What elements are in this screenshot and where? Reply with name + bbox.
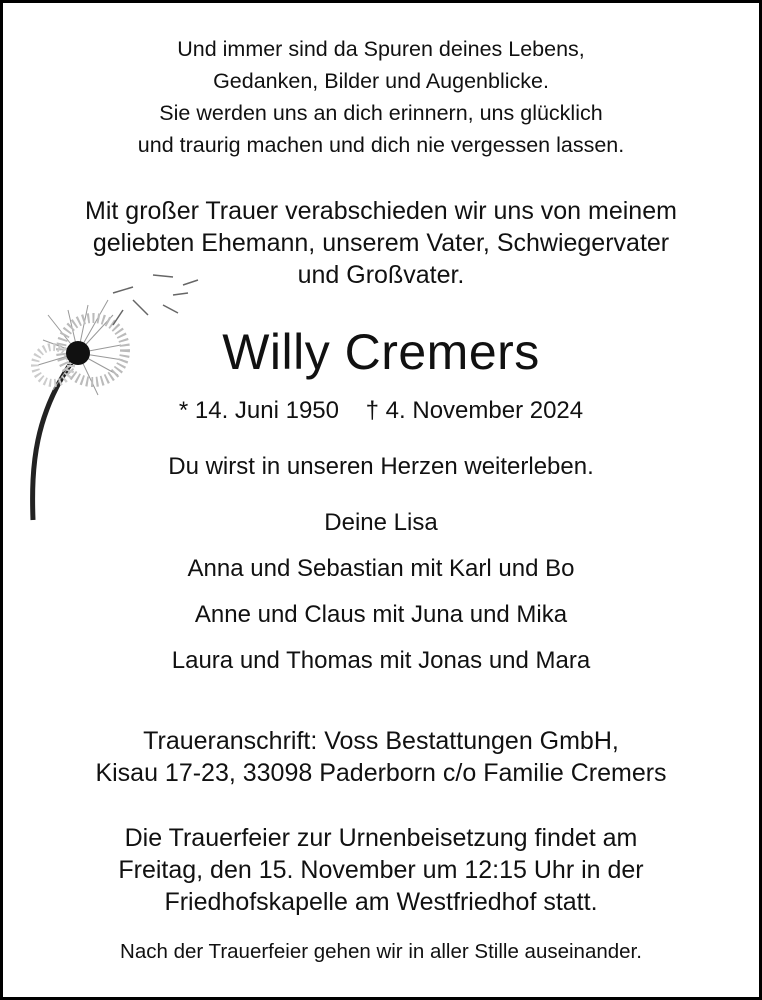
dandelion-icon [13, 265, 203, 525]
motto: Du wirst in unseren Herzen weiterleben. [168, 453, 594, 480]
poem-line: Gedanken, Bilder und Augenblicke. [213, 69, 549, 93]
address-line: Kisau 17-23, 33098 Paderborn c/o Familie Cremers [95, 759, 667, 787]
intro-line: geliebten Ehemann, unserem Vater, Schwiegervater [92, 229, 670, 257]
birth-date: * 14. Juni 1950 [178, 397, 339, 424]
ceremony-line: Freitag, den 15. November um 12:15 Uhr in der [118, 856, 644, 884]
closing-note: Nach der Trauerfeier gehen wir in aller Stille auseinander. [120, 940, 642, 963]
deceased-name: Willy Cremers [222, 324, 540, 380]
family-line: Anna und Sebastian mit Karl und Bo [187, 555, 575, 582]
address-line: Traueranschrift: Voss Bestattungen GmbH, [143, 727, 619, 755]
death-date: † 4. November 2024 [365, 397, 584, 424]
poem-line: und traurig machen und dich nie vergessen lassen. [137, 133, 625, 157]
intro-line: und Großvater. [297, 261, 465, 289]
family-line: Deine Lisa [324, 509, 438, 536]
intro-line: Mit großer Trauer verabschieden wir uns von meinem [85, 197, 677, 225]
poem-line: Und immer sind da Spuren deines Lebens, [177, 37, 585, 61]
poem-line: Sie werden uns an dich erinnern, uns glücklich [159, 101, 603, 125]
family-line: Anne und Claus mit Juna und Mika [194, 601, 568, 628]
family-line: Laura und Thomas mit Jonas und Mara [171, 647, 591, 674]
ceremony-line: Die Trauerfeier zur Urnenbeisetzung findet am [124, 824, 638, 852]
ceremony-line: Friedhofskapelle am Westfriedhof statt. [164, 888, 598, 916]
life-dates [3, 399, 759, 423]
